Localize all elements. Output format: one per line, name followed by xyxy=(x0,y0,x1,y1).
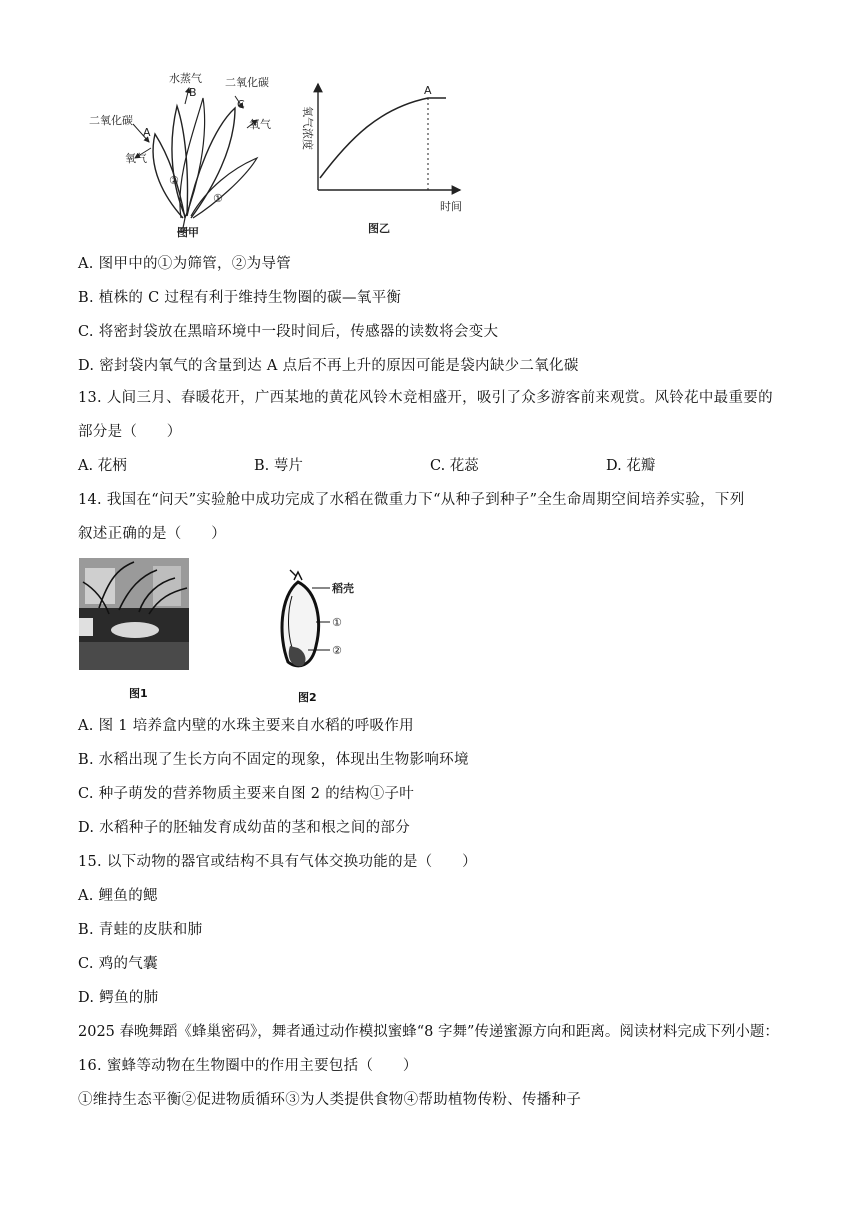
q12-option-b[interactable]: B. 植株的 C 过程有利于维持生物圈的碳—氧平衡 xyxy=(78,290,402,306)
q14-option-d[interactable]: D. 水稻种子的胚轴发育成幼苗的茎和根之间的部分 xyxy=(78,820,411,836)
x-axis-label: 时间 xyxy=(440,200,462,213)
label-A: A xyxy=(143,126,151,139)
q15-option-c[interactable]: C. 鸡的气囊 xyxy=(78,956,158,972)
rice-seed-diagram xyxy=(268,566,368,676)
q13-option-c[interactable]: C. 花蕊 xyxy=(430,458,479,474)
figure-yi xyxy=(290,78,470,238)
plant-diagram xyxy=(85,68,275,238)
label-hull: 稻壳 xyxy=(332,582,354,595)
q15-option-b[interactable]: B. 青蛙的皮肤和肺 xyxy=(78,922,203,938)
label-B: B xyxy=(189,86,197,99)
q13-option-d[interactable]: D. 花瓣 xyxy=(606,458,656,474)
label-co2-left: 二氧化碳 xyxy=(89,114,133,127)
label-water-vapor: 水蒸气 xyxy=(169,72,202,85)
label-m2: ② xyxy=(332,644,342,657)
figure-1-photo xyxy=(79,558,189,670)
label-mark2: ② xyxy=(169,174,179,187)
q14-option-a[interactable]: A. 图 1 培养盒内壁的水珠主要来自水稻的呼吸作用 xyxy=(78,718,414,734)
q13-stem-line1: 13. 人间三月、春暖花开，广西某地的黄花风铃木竞相盛开，吸引了众多游客前来观赏。风铃花中最重要的 xyxy=(78,390,773,406)
label-C: C xyxy=(237,98,245,111)
caption-yi: 图乙 xyxy=(368,222,390,235)
q13-stem-line2: 部分是（ ） xyxy=(78,424,182,440)
caption-fig1: 图1 xyxy=(129,687,148,700)
rice-culture-photo xyxy=(79,558,189,670)
caption-jia: 图甲 xyxy=(177,226,199,238)
q15-stem: 15. 以下动物的器官或结构不具有气体交换功能的是（ ） xyxy=(78,854,477,870)
oxygen-curve xyxy=(290,78,470,238)
q13-option-a[interactable]: A. 花柄 xyxy=(78,458,127,474)
q16-stem: 16. 蜜蜂等动物在生物圈中的作用主要包括（ ） xyxy=(78,1058,418,1074)
caption-fig2: 图2 xyxy=(298,691,317,704)
q14-option-b[interactable]: B. 水稻出现了生长方向不固定的现象，体现出生物影响环境 xyxy=(78,752,469,768)
label-oxygen-right: 氧气 xyxy=(249,118,271,131)
q12-option-a[interactable]: A. 图甲中的①为筛管，②为导管 xyxy=(78,256,291,272)
q12-option-c[interactable]: C. 将密封袋放在黑暗环境中一段时间后，传感器的读数将会变大 xyxy=(78,324,499,340)
reading-material: 2025 春晚舞蹈《蜂巢密码》，舞者通过动作模拟蜜蜂“8 字舞”传递蜜源方向和距离。阅读材料完成下列小题： xyxy=(78,1024,779,1040)
q14-stem-line1: 14. 我国在“问天”实验舱中成功完成了水稻在微重力下“从种子到种子”全生命周期空间培养实验，下列 xyxy=(78,492,745,508)
q12-option-d[interactable]: D. 密封袋内氧气的含量到达 A 点后不再上升的原因可能是袋内缺少二氧化碳 xyxy=(78,358,579,374)
figure-2-seed xyxy=(268,566,368,676)
q15-option-a[interactable]: A. 鲤鱼的鳃 xyxy=(78,888,158,904)
figure-jia xyxy=(85,68,275,238)
label-mark1: ① xyxy=(213,192,223,205)
q15-option-d[interactable]: D. 鳄鱼的肺 xyxy=(78,990,159,1006)
label-co2-top: 二氧化碳 xyxy=(225,76,269,89)
point-A-label: A xyxy=(424,84,432,97)
y-axis-label: 氧气浓度 xyxy=(301,106,314,150)
label-m1: ① xyxy=(332,616,342,629)
q16-items: ①维持生态平衡②促进物质循环③为人类提供食物④帮助植物传粉、传播种子 xyxy=(78,1092,582,1108)
q13-option-b[interactable]: B. 萼片 xyxy=(254,458,303,474)
q14-option-c[interactable]: C. 种子萌发的营养物质主要来自图 2 的结构①子叶 xyxy=(78,786,415,802)
label-oxygen-left: 氧气 xyxy=(125,152,147,165)
q14-stem-line2: 叙述正确的是（ ） xyxy=(78,526,226,542)
